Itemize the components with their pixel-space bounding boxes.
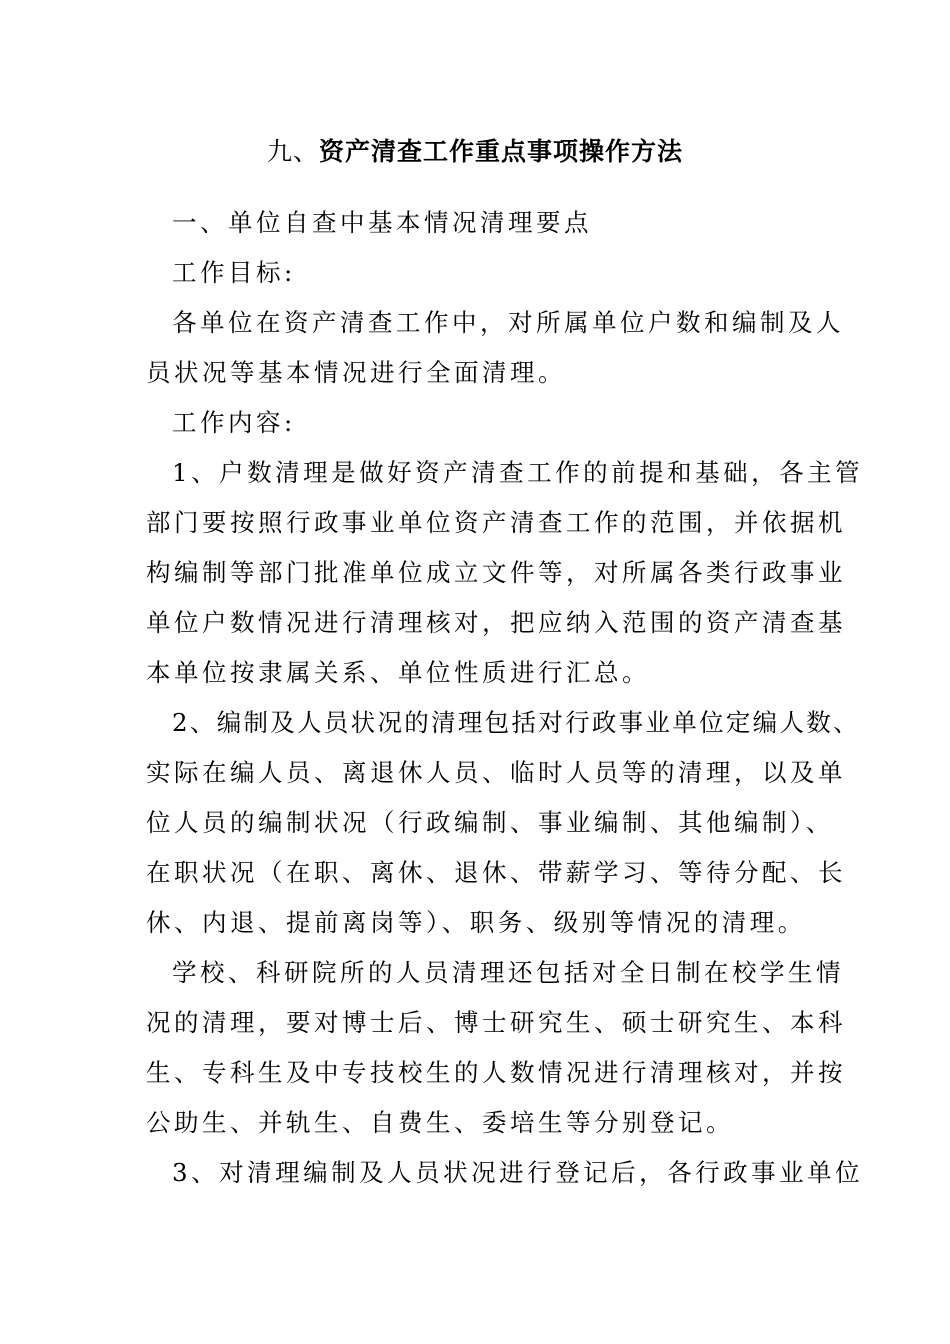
paragraph-line: 休、内退、提前离岗等）、职务、级别等情况的清理。 bbox=[146, 908, 806, 937]
paragraph-line: 各单位在资产清查工作中，对所属单位户数和编制及人 bbox=[172, 308, 844, 337]
paragraph-line: 生、专科生及中专技校生的人数情况进行清理核对，并按 bbox=[146, 1058, 846, 1087]
title-main: 资产清查工作重点事项操作方法 bbox=[319, 137, 684, 166]
section-heading: 一、单位自查中基本情况清理要点 bbox=[172, 208, 592, 237]
paragraph-line: 3、对清理编制及人员状况进行登记后，各行政事业单位 bbox=[172, 1158, 864, 1187]
paragraph-line: 况的清理，要对博士后、博士研究生、硕士研究生、本科 bbox=[146, 1008, 846, 1037]
title-prefix: 九、 bbox=[266, 137, 319, 166]
paragraph-line: 1、户数清理是做好资产清查工作的前提和基础，各主管 bbox=[172, 458, 864, 487]
paragraph-line: 在职状况（在职、离休、退休、带薪学习、等待分配、长 bbox=[146, 858, 846, 887]
paragraph-line: 2、编制及人员状况的清理包括对行政事业单位定编人数、 bbox=[172, 708, 860, 737]
paragraph-line: 本单位按隶属关系、单位性质进行汇总。 bbox=[146, 658, 650, 687]
paragraph-line: 部门要按照行政事业单位资产清查工作的范围，并依据机 bbox=[146, 508, 846, 537]
paragraph-line: 公助生、并轨生、自费生、委培生等分别登记。 bbox=[146, 1108, 734, 1137]
paragraph-line: 员状况等基本情况进行全面清理。 bbox=[146, 358, 566, 387]
paragraph-line: 单位户数情况进行清理核对，把应纳入范围的资产清查基 bbox=[146, 608, 846, 637]
paragraph-line: 实际在编人员、离退休人员、临时人员等的清理，以及单 bbox=[146, 758, 846, 787]
paragraph-line: 学校、科研院所的人员清理还包括对全日制在校学生情 bbox=[172, 958, 844, 987]
paragraph-line: 构编制等部门批准单位成立文件等，对所属各类行政事业 bbox=[146, 558, 846, 587]
paragraph-line: 位人员的编制状况（行政编制、事业编制、其他编制）、 bbox=[146, 808, 834, 837]
document-title bbox=[0, 134, 950, 170]
subheading-goal: 工作目标: bbox=[172, 258, 296, 287]
subheading-content: 工作内容: bbox=[172, 408, 296, 437]
